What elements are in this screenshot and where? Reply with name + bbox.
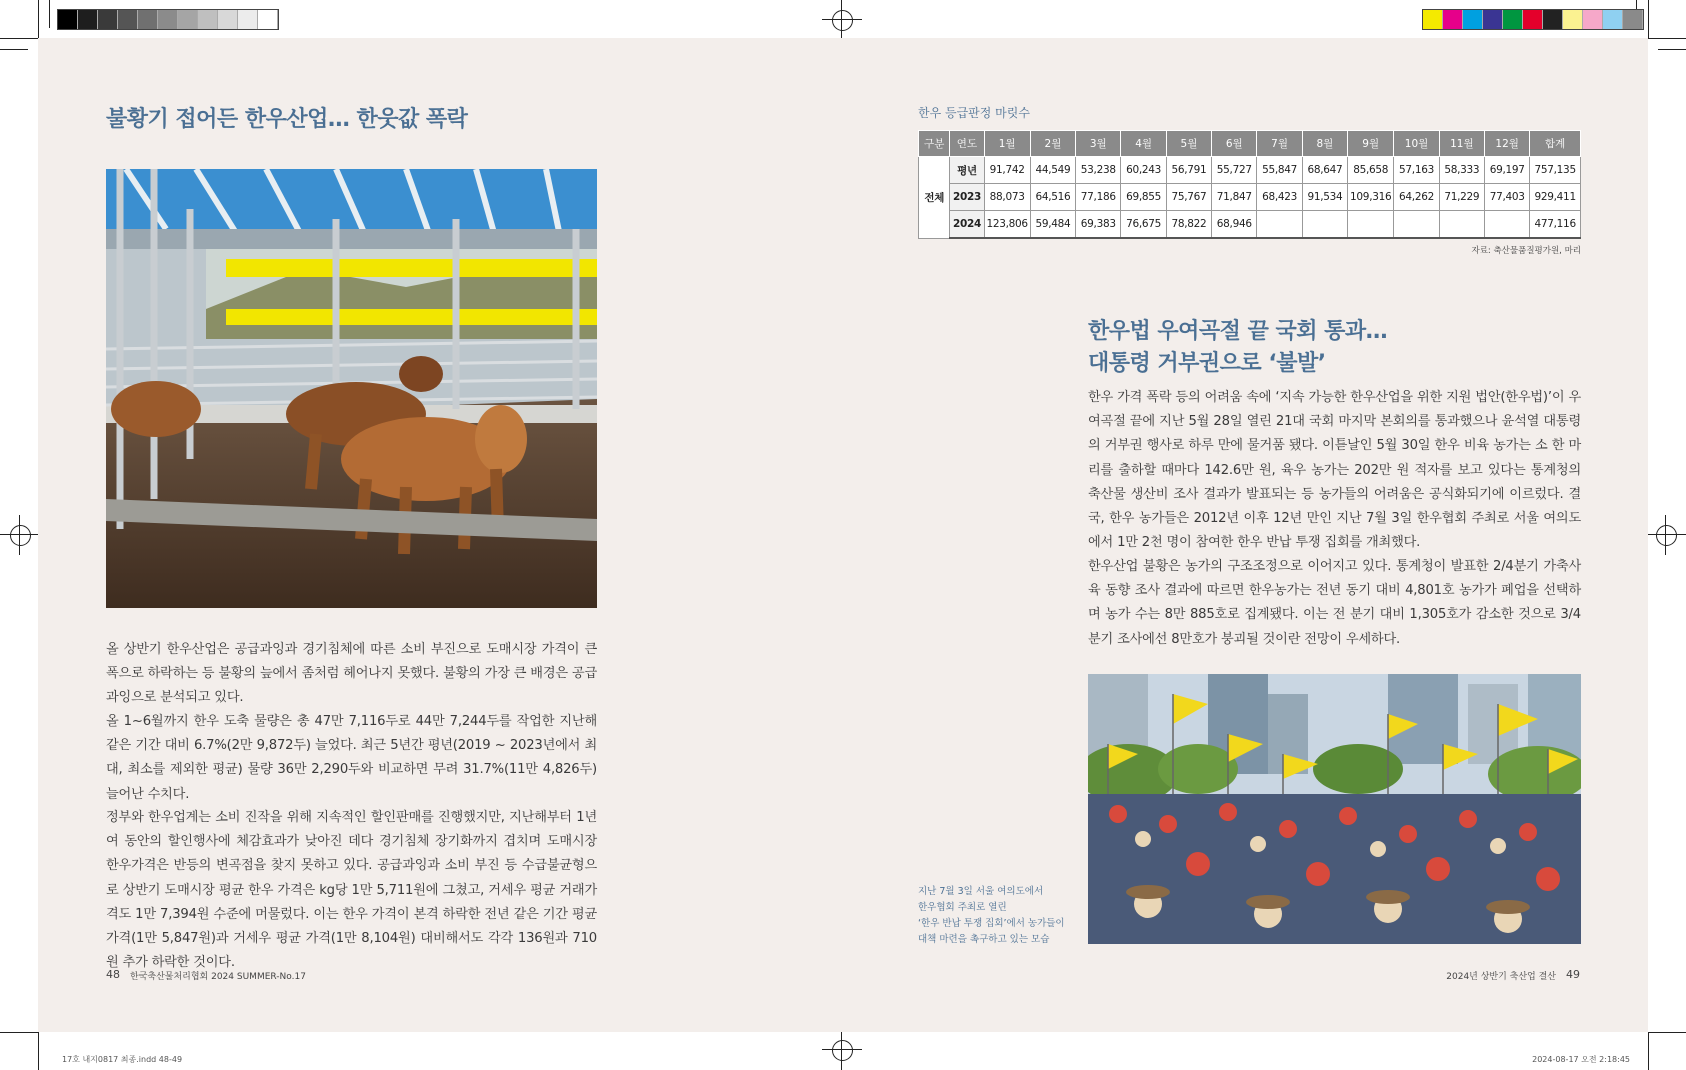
table-cell: 68,946 [1212, 211, 1257, 239]
caption-line: 대책 마련을 촉구하고 있는 모습 [918, 934, 1050, 945]
registration-mark [822, 0, 862, 40]
left-paragraph-1: 올 상반기 한우산업은 공급과잉과 경기침체에 따른 소비 부진으로 도매시장 가격이 큰 폭으로 하락하는 등 불황의 늪에서 좀처럼 헤어나지 못했다. 불황의 가장 큰 배경은 공급과잉으로 분석되고 있다. [106, 642, 597, 706]
table-cell: 77,186 [1076, 184, 1121, 211]
table-header-row [919, 131, 1581, 157]
table-cell [1257, 211, 1302, 239]
cattle-barn-photo [106, 169, 597, 608]
table-row [919, 157, 1581, 184]
table-cell: 91,742 [984, 157, 1030, 184]
table-cell: 75,767 [1166, 184, 1211, 211]
table-cell: 109,316 [1348, 184, 1394, 211]
table-header-cell: 2월 [1030, 131, 1075, 157]
indd-timestamp-slug: 2024-08-17 오전 2:18:45 [1532, 1055, 1630, 1064]
caption-line: ‘한우 반납 투쟁 집회’에서 농가들이 [918, 918, 1065, 929]
table-cell: 91,534 [1302, 184, 1347, 211]
right-page-title [1088, 316, 1387, 380]
table-cell: 123,806 [984, 211, 1030, 239]
table-cell [1485, 211, 1530, 239]
table-row [919, 184, 1581, 211]
table-cell: 53,238 [1076, 157, 1121, 184]
left-paragraph-2: 올 1~6월까지 한우 도축 물량은 총 47만 7,116두로 44만 7,244두를 작업한 지난해 같은 기간 대비 6.7%(2만 9,872두) 늘었다. 최근 5년간 평년(2019 ~ 2023년에서 최대, 최소를 제외한 평균) 물량 36만 2,290두와 비교하면 무려 31.7%(11만 4,826두) 늘어난 수치다. [106, 714, 597, 802]
table-cell: 929,411 [1530, 184, 1581, 211]
table-cell: 477,116 [1530, 211, 1581, 239]
crop-mark [0, 49, 28, 50]
crop-mark [0, 1032, 38, 1033]
table-header-cell: 7월 [1257, 131, 1302, 157]
table-cell: 68,647 [1302, 157, 1347, 184]
table-header-cell: 6월 [1212, 131, 1257, 157]
crop-mark [49, 0, 50, 28]
caption-line: 한우협회 주최로 열린 [918, 902, 1007, 913]
table-cell: 69,855 [1121, 184, 1166, 211]
table-cell: 76,675 [1121, 211, 1166, 239]
cmyk-color-bar [1422, 9, 1644, 30]
table-header-cell: 연도 [950, 131, 984, 157]
table-header-cell: 4월 [1121, 131, 1166, 157]
table-cell: 55,727 [1212, 157, 1257, 184]
table-cell: 68,423 [1257, 184, 1302, 211]
table-header-cell: 11월 [1439, 131, 1484, 157]
grayscale-color-bar [57, 9, 279, 30]
table-group-cell: 전체 [919, 157, 950, 239]
crop-mark [1648, 38, 1686, 39]
table-year-cell: 평년 [950, 157, 984, 184]
table-cell: 59,484 [1030, 211, 1075, 239]
right-page-number: 49 [1566, 968, 1580, 981]
right-paragraph-2: 한우산업 불황은 농가의 구조조정으로 이어지고 있다. 통계청이 발표한 2/4분기 가축사육 동향 조사 결과에 따르면 한우농가는 전년 동기 대비 4,801호 농가가 폐업을 선택하며 농가 수는 8만 885호로 집계됐다. 이는 전 분기 대비 1,305호가 감소한 것으로 3/4분기 조사에선 8만호가 붕괴될 것이란 전망이 우세하다. [1088, 559, 1581, 647]
table-cell: 71,847 [1212, 184, 1257, 211]
table-cell: 58,333 [1439, 157, 1484, 184]
table-cell [1439, 211, 1484, 239]
left-page-title: 불황기 접어든 한우산업… 한웃값 폭락 [106, 107, 468, 132]
table-cell: 56,791 [1166, 157, 1211, 184]
grade-count-table [918, 130, 1581, 239]
crop-mark [0, 38, 38, 39]
registration-mark [0, 515, 40, 555]
crop-mark [1648, 0, 1649, 38]
table-year-cell: 2023 [950, 184, 984, 211]
left-page-number: 48 [106, 968, 120, 981]
table-cell: 64,516 [1030, 184, 1075, 211]
table-cell: 85,658 [1348, 157, 1394, 184]
table-header-cell: 9월 [1348, 131, 1394, 157]
table-cell [1302, 211, 1347, 239]
crop-mark [38, 0, 39, 38]
table-header-cell: 3월 [1076, 131, 1121, 157]
table-header-cell: 12월 [1485, 131, 1530, 157]
table-header-cell: 1월 [984, 131, 1030, 157]
table-cell: 64,262 [1394, 184, 1439, 211]
crop-mark [1658, 49, 1686, 50]
indd-file-slug: 17호 내지0817 최종.indd 48-49 [62, 1055, 183, 1064]
rally-photo [1088, 674, 1581, 944]
table-cell: 57,163 [1394, 157, 1439, 184]
left-page-footer: 한국축산물처리협회 2024 SUMMER-No.17 [130, 972, 306, 982]
registration-mark [822, 1030, 862, 1070]
table-cell: 77,403 [1485, 184, 1530, 211]
table-cell: 88,073 [984, 184, 1030, 211]
table-cell: 69,383 [1076, 211, 1121, 239]
table-cell: 69,197 [1485, 157, 1530, 184]
table-header-cell: 5월 [1166, 131, 1211, 157]
table-title: 한우 등급판정 마릿수 [918, 106, 1030, 120]
table-cell: 44,549 [1030, 157, 1075, 184]
table-header-cell: 8월 [1302, 131, 1347, 157]
table-cell: 55,847 [1257, 157, 1302, 184]
left-paragraph-3: 정부와 한우업계는 소비 진작을 위해 지속적인 할인판매를 진행했지만, 지난해부터 1년여 동안의 할인행사에 체감효과가 낮아진 데다 경기침체 장기화까지 겹치며 도매시장 한우가격은 반등의 변곡점을 찾지 못하고 있다. 공급과잉과 소비 부진 등 수급불균형으로 상반기 도매시장 평균 한우 가격은 kg당 1만 5,711원에 그쳤고, 거세우 평균 거래가격도 1만 7,394원 수준에 머물렀다. 이는 한우 가격이 본격 하락한 전년 같은 기간 평균 가격(1만 5,847원)과 거세우 평균 가격(1만 8,104원) 대비해서도 각각 136원과 710원 추가 하락한 것이다. [106, 810, 597, 971]
table-cell [1348, 211, 1394, 239]
table-source: 자료: 축산물품질평가원, 마리 [1471, 246, 1581, 256]
table-cell [1394, 211, 1439, 239]
right-page-footer: 2024년 상반기 축산업 결산 [1446, 972, 1556, 982]
crop-mark [1648, 1032, 1649, 1070]
table-cell: 71,229 [1439, 184, 1484, 211]
table-year-cell: 2024 [950, 211, 984, 239]
table-row [919, 211, 1581, 239]
right-paragraph-1: 한우 가격 폭락 등의 어려움 속에 ‘지속 가능한 한우산업을 위한 지원 법안(한우법)’이 우여곡절 끝에 지난 5월 28일 열린 21대 국회 마지막 본회의를 통과했으나 윤석열 대통령의 거부권 행사로 하루 만에 물거품 됐다. 이튿날인 5월 30일 한우 비육 농가는 소 한 마리를 출하할 때마다 142.6만 원, 육우 농가는 202만 원 적자를 보고 있다는 통계청의 축산물 생산비 조사 결과가 발표되는 등 농가들의 어려움은 공식화되기에 이르렀다. 결국, 한우 농가들은 2012년 이후 12년 만인 지난 7월 3일 한우협회 주최로 서울 여의도에서 1만 2천 명이 참여한 한우 반납 투쟁 집회를 개최했다. [1088, 390, 1581, 551]
table-cell: 757,135 [1530, 157, 1581, 184]
table-header-cell: 합계 [1530, 131, 1581, 157]
crop-mark [1648, 1032, 1686, 1033]
table-cell: 78,822 [1166, 211, 1211, 239]
table-header-cell: 10월 [1394, 131, 1439, 157]
table-header-cell: 구분 [919, 131, 950, 157]
table-cell: 60,243 [1121, 157, 1166, 184]
photo-caption [918, 884, 1065, 948]
registration-mark [1646, 515, 1686, 555]
caption-line: 지난 7월 3일 서울 여의도에서 [918, 886, 1044, 897]
crop-mark [38, 1032, 39, 1070]
right-title-line-2: 대통령 거부권으로 ‘불발’ [1088, 351, 1326, 376]
right-title-line-1: 한우법 우여곡절 끝 국회 통과… [1088, 319, 1388, 344]
